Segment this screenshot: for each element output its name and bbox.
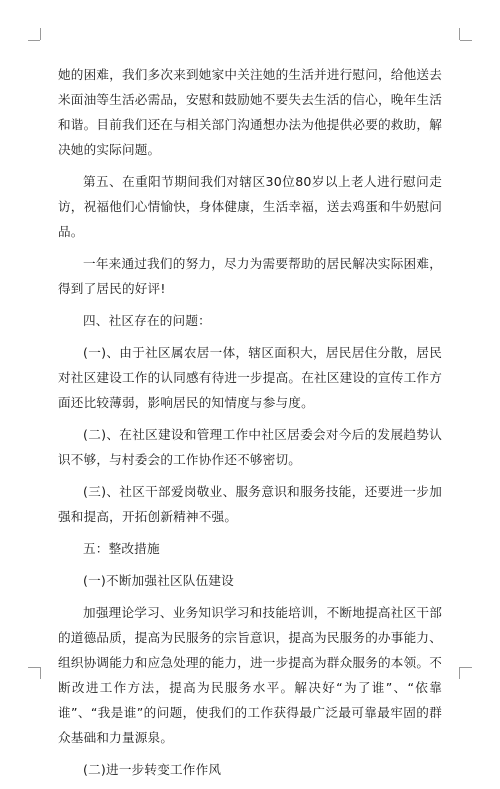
paragraph-issue-1: (一)、由于社区属农居一体，辖区面积大，居民居住分散，居民对社区建设工作的认同感有待进一步提高。在社区建设的宣传工作方面还比较薄弱，影响居民的知情度与参与度。 bbox=[58, 345, 442, 410]
document-body bbox=[58, 62, 442, 789]
paragraph-issue-2: (二)、在社区建设和管理工作中社区居委会对今后的发展趋势认识不够，与村委会的工作协作还不够密切。 bbox=[58, 427, 442, 467]
subheading-measure-1: (一)不断加强社区队伍建设 bbox=[83, 573, 234, 588]
section-heading-measures: 五：整改措施 bbox=[83, 541, 160, 556]
crop-mark-bottom-right-v bbox=[459, 667, 460, 679]
paragraph-intro-continuation: 她的困难，我们多次来到她家中关注她的生活并进行慰问，给他送去米面油等生活必需品，安慰和鼓励她不要失去生活的信心，晚年生活和谐。目前我们还在与相关部门沟通想办法为他提供必要的救助，解决她的实际问题。 bbox=[58, 67, 442, 157]
crop-mark-top-left-h bbox=[28, 40, 40, 41]
crop-mark-bottom-right-h bbox=[460, 667, 472, 668]
crop-mark-top-right-v bbox=[459, 28, 460, 40]
subheading-measure-2: (二)进一步转变工作作风 bbox=[83, 762, 222, 777]
crop-mark-top-left-v bbox=[40, 28, 41, 40]
paragraph-fifth-item: 第五、在重阳节期间我们对辖区30位80岁以上老人进行慰问走访，祝福他们心情愉快，身体健康，生活幸福，送去鸡蛋和牛奶慰问品。 bbox=[58, 174, 442, 239]
crop-mark-bottom-left-h bbox=[28, 667, 40, 668]
crop-mark-bottom-left-v bbox=[40, 667, 41, 679]
paragraph-measure-1-body: 加强理论学习、业务知识学习和技能培训，不断地提高社区干部的道德品质，提高为民服务的宗旨意识，提高为民服务的办事能力、组织协调能力和应急处理的能力，进一步提高为群众服务的本领。不断改进工作方法，提高为民服务水平。解决好“为了谁”、“依靠谁”、“我是谁”的问题，使我们的工作获得最广泛最可靠最牢固的群众基础和力量源泉。 bbox=[58, 605, 442, 745]
section-heading-issues: 四、社区存在的问题： bbox=[83, 313, 211, 328]
crop-mark-top-right-h bbox=[460, 40, 472, 41]
paragraph-summary: 一年来通过我们的努力，尽力为需要帮助的居民解决实际困难，得到了居民的好评! bbox=[58, 256, 442, 296]
paragraph-issue-3: (三)、社区干部爱岗敬业、服务意识和服务技能，还要进一步加强和提高，开拓创新精神不强。 bbox=[58, 484, 442, 524]
